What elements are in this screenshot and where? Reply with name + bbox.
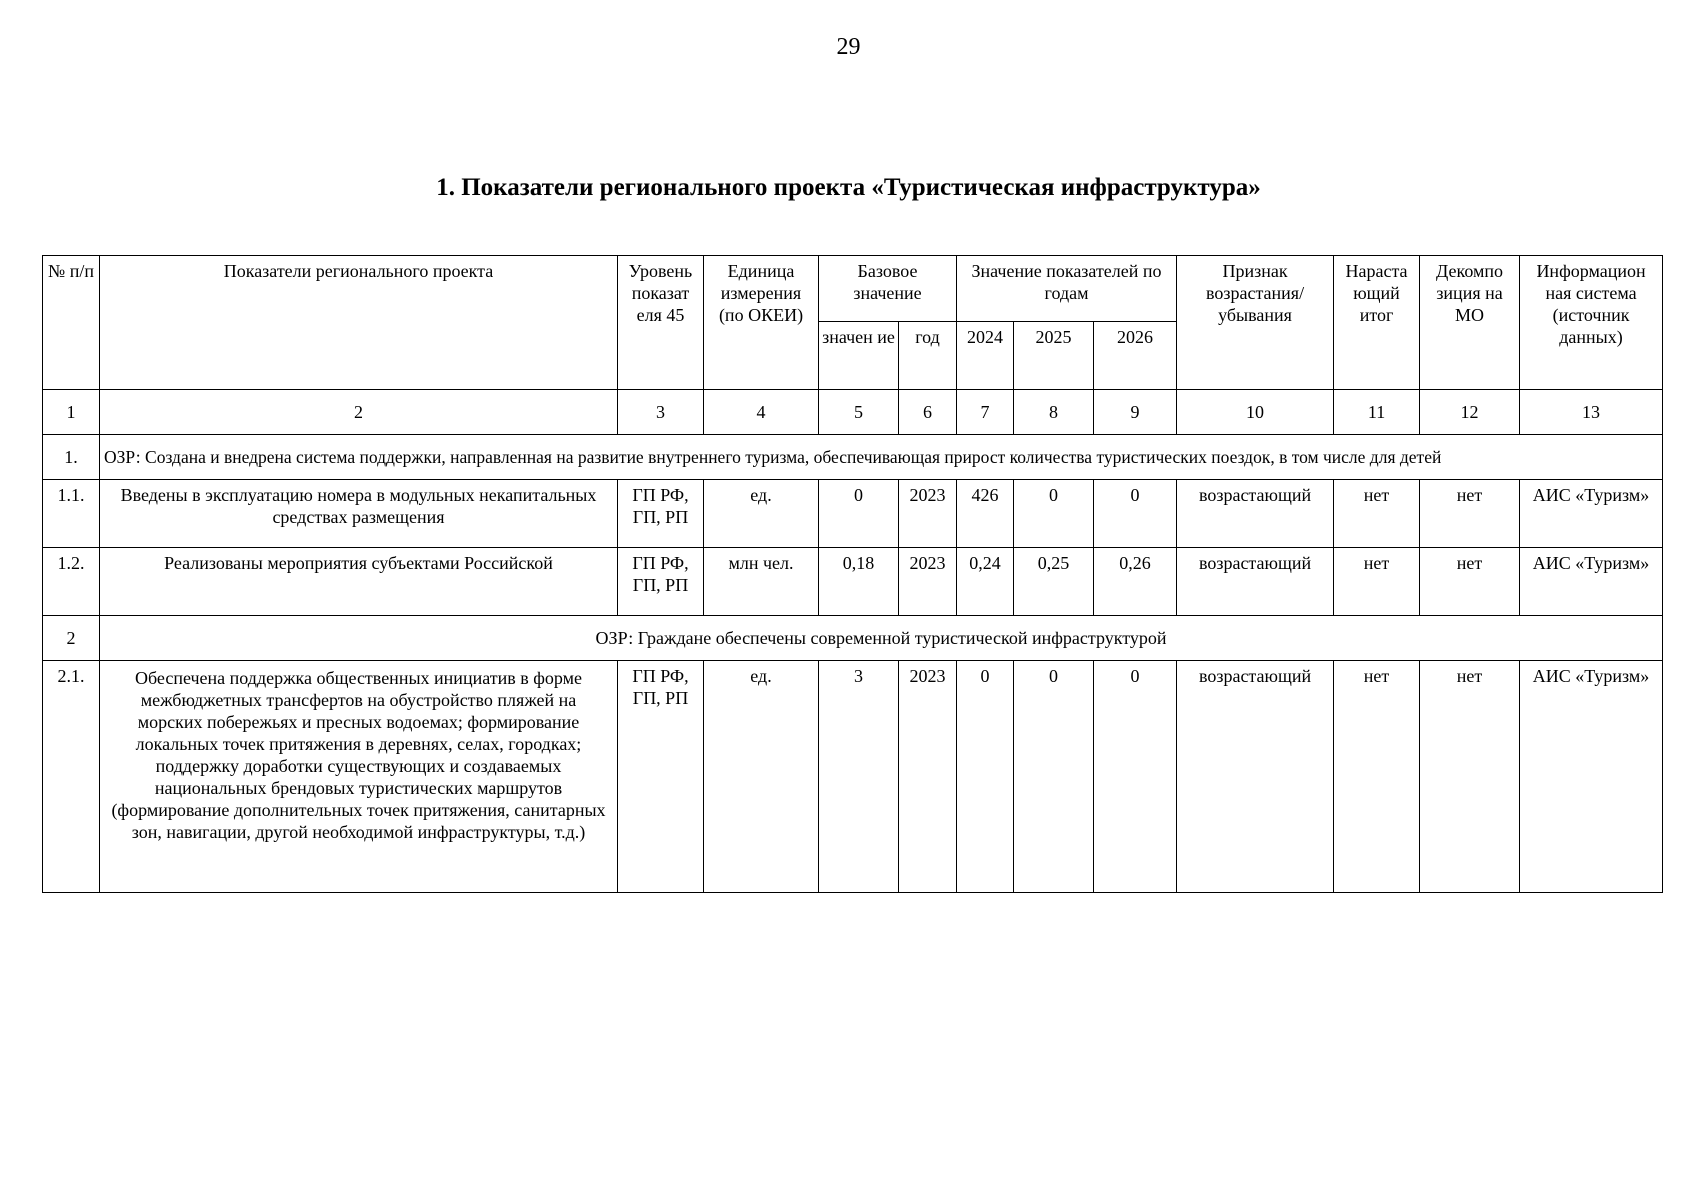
header-info-system: Информацион ная система (источник данных) [1520, 256, 1663, 390]
row-trend: возрастающий [1177, 661, 1334, 893]
header-unit: Единица измерения (по ОКЕИ) [704, 256, 819, 390]
row-base-year: 2023 [899, 480, 957, 548]
row-2025: 0 [1014, 480, 1094, 548]
column-number: 8 [1014, 390, 1094, 435]
column-number: 11 [1334, 390, 1420, 435]
table-row [43, 548, 1663, 616]
header-trend: Признак возрастания/ убывания [1177, 256, 1334, 390]
indicators-table [42, 255, 1663, 893]
page-title: 1. Показатели регионального проекта «Туристическая инфраструктура» [436, 174, 1261, 201]
row-2024: 0 [957, 661, 1014, 893]
row-trend: возрастающий [1177, 548, 1334, 616]
row-base-value: 0 [819, 480, 899, 548]
row-2025: 0 [1014, 661, 1094, 893]
column-number: 5 [819, 390, 899, 435]
column-number: 12 [1420, 390, 1520, 435]
row-info-system: АИС «Туризм» [1520, 480, 1663, 548]
header-year-2026: 2026 [1094, 322, 1177, 390]
header-indicator: Показатели регионального проекта [100, 256, 618, 390]
row-trend: возрастающий [1177, 480, 1334, 548]
header-years-group: Значение показателей по годам [957, 256, 1177, 322]
row-decomposition: нет [1420, 548, 1520, 616]
column-number: 9 [1094, 390, 1177, 435]
row-cumulative: нет [1334, 548, 1420, 616]
row-2026: 0,26 [1094, 548, 1177, 616]
row-num: 1.1. [43, 480, 100, 548]
column-number: 6 [899, 390, 957, 435]
row-base-value: 0,18 [819, 548, 899, 616]
row-decomposition: нет [1420, 661, 1520, 893]
row-level: ГП РФ, ГП, РП [618, 661, 704, 893]
goal-num: 1. [43, 435, 100, 480]
row-2026: 0 [1094, 661, 1177, 893]
page-number: 29 [836, 34, 861, 60]
goal-text: ОЗР: Граждане обеспечены современной туристической инфраструктурой [100, 616, 1663, 661]
row-indicator: Введены в эксплуатацию номера в модульных некапитальных средствах размещения [100, 480, 618, 548]
row-level: ГП РФ, ГП, РП [618, 480, 704, 548]
row-base-year: 2023 [899, 548, 957, 616]
row-indicator: Обеспечена поддержка общественных инициатив в форме межбюджетных трансфертов на обустройство пляжей на морских побережьях и пресных водоемах; формирование локальных точек притяжения в деревнях, селах, городках; поддержку доработки существующих и создаваемых национальных брендовых туристических маршрутов (формирование дополнительных точек притяжения, санитарных зон, навигации, другой необходимой инфраструктуры, т.д.) [100, 661, 618, 893]
header-base-year: год [899, 322, 957, 390]
row-info-system: АИС «Туризм» [1520, 548, 1663, 616]
row-unit: ед. [704, 480, 819, 548]
row-unit: млн чел. [704, 548, 819, 616]
header-base-value: значен ие [819, 322, 899, 390]
row-2024: 426 [957, 480, 1014, 548]
row-base-year: 2023 [899, 661, 957, 893]
row-decomposition: нет [1420, 480, 1520, 548]
table-row [43, 480, 1663, 548]
row-unit: ед. [704, 661, 819, 893]
row-cumulative: нет [1334, 480, 1420, 548]
header-cumulative: Нараста ющий итог [1334, 256, 1420, 390]
row-2025: 0,25 [1014, 548, 1094, 616]
row-cumulative: нет [1334, 661, 1420, 893]
column-number: 2 [100, 390, 618, 435]
goal-num: 2 [43, 616, 100, 661]
goal-text: ОЗР: Создана и внедрена система поддержки, направленная на развитие внутреннего туризма, обеспечивающая прирост количества туристических поездок, в том числе для детей [100, 435, 1663, 480]
row-indicator: Реализованы мероприятия субъектами Российской [100, 548, 618, 616]
header-base-group: Базовое значение [819, 256, 957, 322]
column-number: 3 [618, 390, 704, 435]
header-row-1 [43, 256, 1663, 322]
row-2026: 0 [1094, 480, 1177, 548]
header-year-2024: 2024 [957, 322, 1014, 390]
column-number: 10 [1177, 390, 1334, 435]
header-year-2025: 2025 [1014, 322, 1094, 390]
header-decomposition: Декомпо зиция на МО [1420, 256, 1520, 390]
row-base-value: 3 [819, 661, 899, 893]
header-level: Уровень показат еля 45 [618, 256, 704, 390]
column-number: 7 [957, 390, 1014, 435]
row-info-system: АИС «Туризм» [1520, 661, 1663, 893]
row-num: 2.1. [43, 661, 100, 893]
column-number: 13 [1520, 390, 1663, 435]
goal-row [43, 616, 1663, 661]
header-num: № п/п [43, 256, 100, 390]
column-number: 4 [704, 390, 819, 435]
row-level: ГП РФ, ГП, РП [618, 548, 704, 616]
table-row [43, 661, 1663, 893]
row-2024: 0,24 [957, 548, 1014, 616]
row-num: 1.2. [43, 548, 100, 616]
column-number-row [43, 390, 1663, 435]
column-number: 1 [43, 390, 100, 435]
goal-row [43, 435, 1663, 480]
